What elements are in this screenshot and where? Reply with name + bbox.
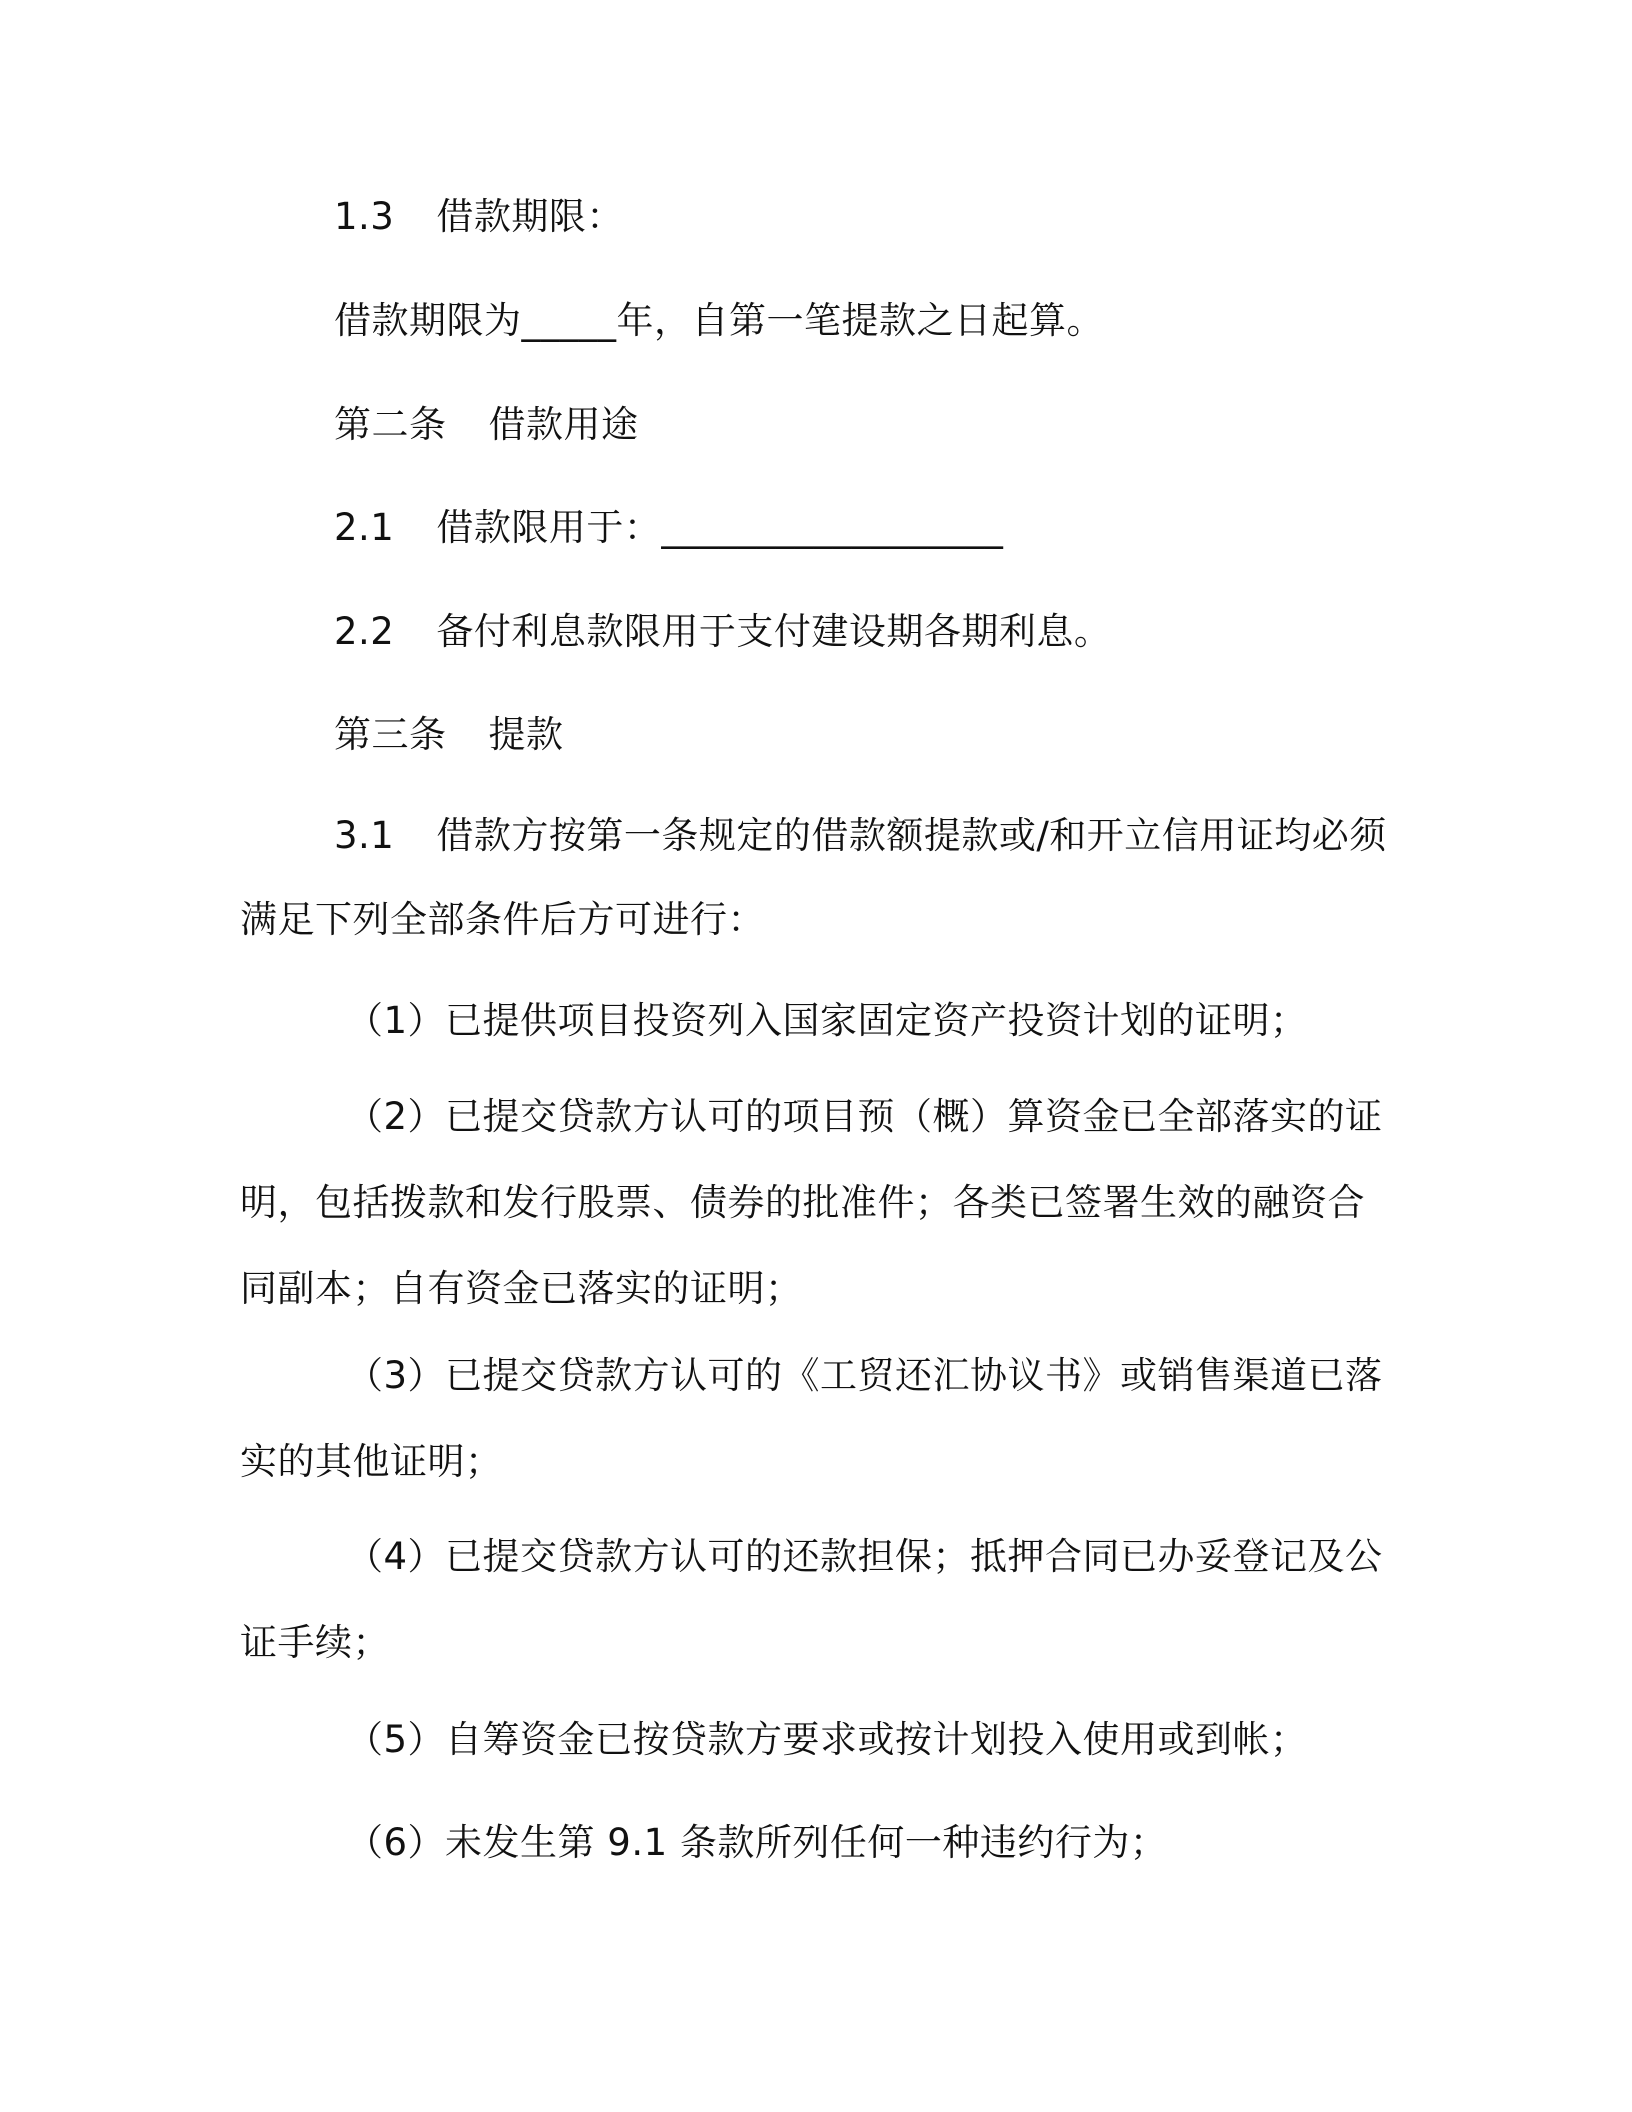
condition-text: （5）自筹资金已按贷款方要求或按计划投入使用或到帐； [346,1718,1308,1761]
clause-number: 1.3 [334,195,395,238]
article-title: 借款用途 [488,403,639,446]
clause-text-line-1: 借款方按第一条规定的借款额提款或/和开立信用证均必须 [436,814,1387,857]
paragraph-text: 借款期限为_____年，自第一笔提款之日起算。 [334,299,1104,342]
clause-text: 借款期限： [436,195,624,238]
condition-line-2: 实的其他证明； [240,1440,503,1483]
clause-2-2 [334,587,1474,677]
condition-5 [346,1695,1486,1785]
condition-4 [240,1514,1383,1686]
loan-term-paragraph [334,276,1474,366]
clause-line-1 [240,794,1387,878]
article-number: 第三条 [334,713,447,756]
condition-line-1: （4）已提交贷款方认可的还款担保；抵押合同已办妥登记及公 [346,1535,1383,1578]
condition-text: （6）未发生第 9.1 条款所列任何一种违约行为； [346,1821,1168,1864]
condition-line-2: 明，包括拨款和发行股票、债券的批准件；各类已签署生效的融资合 [240,1181,1365,1224]
condition-line-2: 证手续； [240,1621,390,1664]
clause-text-line-2: 满足下列全部条件后方可进行： [240,898,765,941]
condition-3 [240,1333,1383,1505]
condition-1 [346,976,1486,1066]
clause-1-3 [334,172,1474,262]
condition-line-3: 同副本；自有资金已落实的证明； [240,1267,803,1310]
condition-line-1: （2）已提交贷款方认可的项目预（概）算资金已全部落实的证 [346,1095,1383,1138]
clause-3-1 [240,794,1387,962]
condition-text: （1）已提供项目投资列入国家固定资产投资计划的证明； [346,999,1308,1042]
condition-2 [240,1074,1383,1332]
article-number: 第二条 [334,403,447,446]
clause-number: 2.2 [334,610,395,653]
condition-line-1: （3）已提交贷款方认可的《工贸还汇协议书》或销售渠道已落 [346,1354,1383,1397]
clause-2-1 [334,483,1474,573]
clause-number: 2.1 [334,506,395,549]
article-3-heading [334,690,1474,780]
article-2-heading [334,380,1474,470]
condition-6 [346,1798,1486,1888]
article-title: 提款 [488,713,564,756]
clause-text: 借款限用于：__________________ [436,506,1004,549]
clause-text: 备付利息款限用于支付建设期各期利息。 [436,610,1112,653]
clause-number: 3.1 [334,814,395,857]
